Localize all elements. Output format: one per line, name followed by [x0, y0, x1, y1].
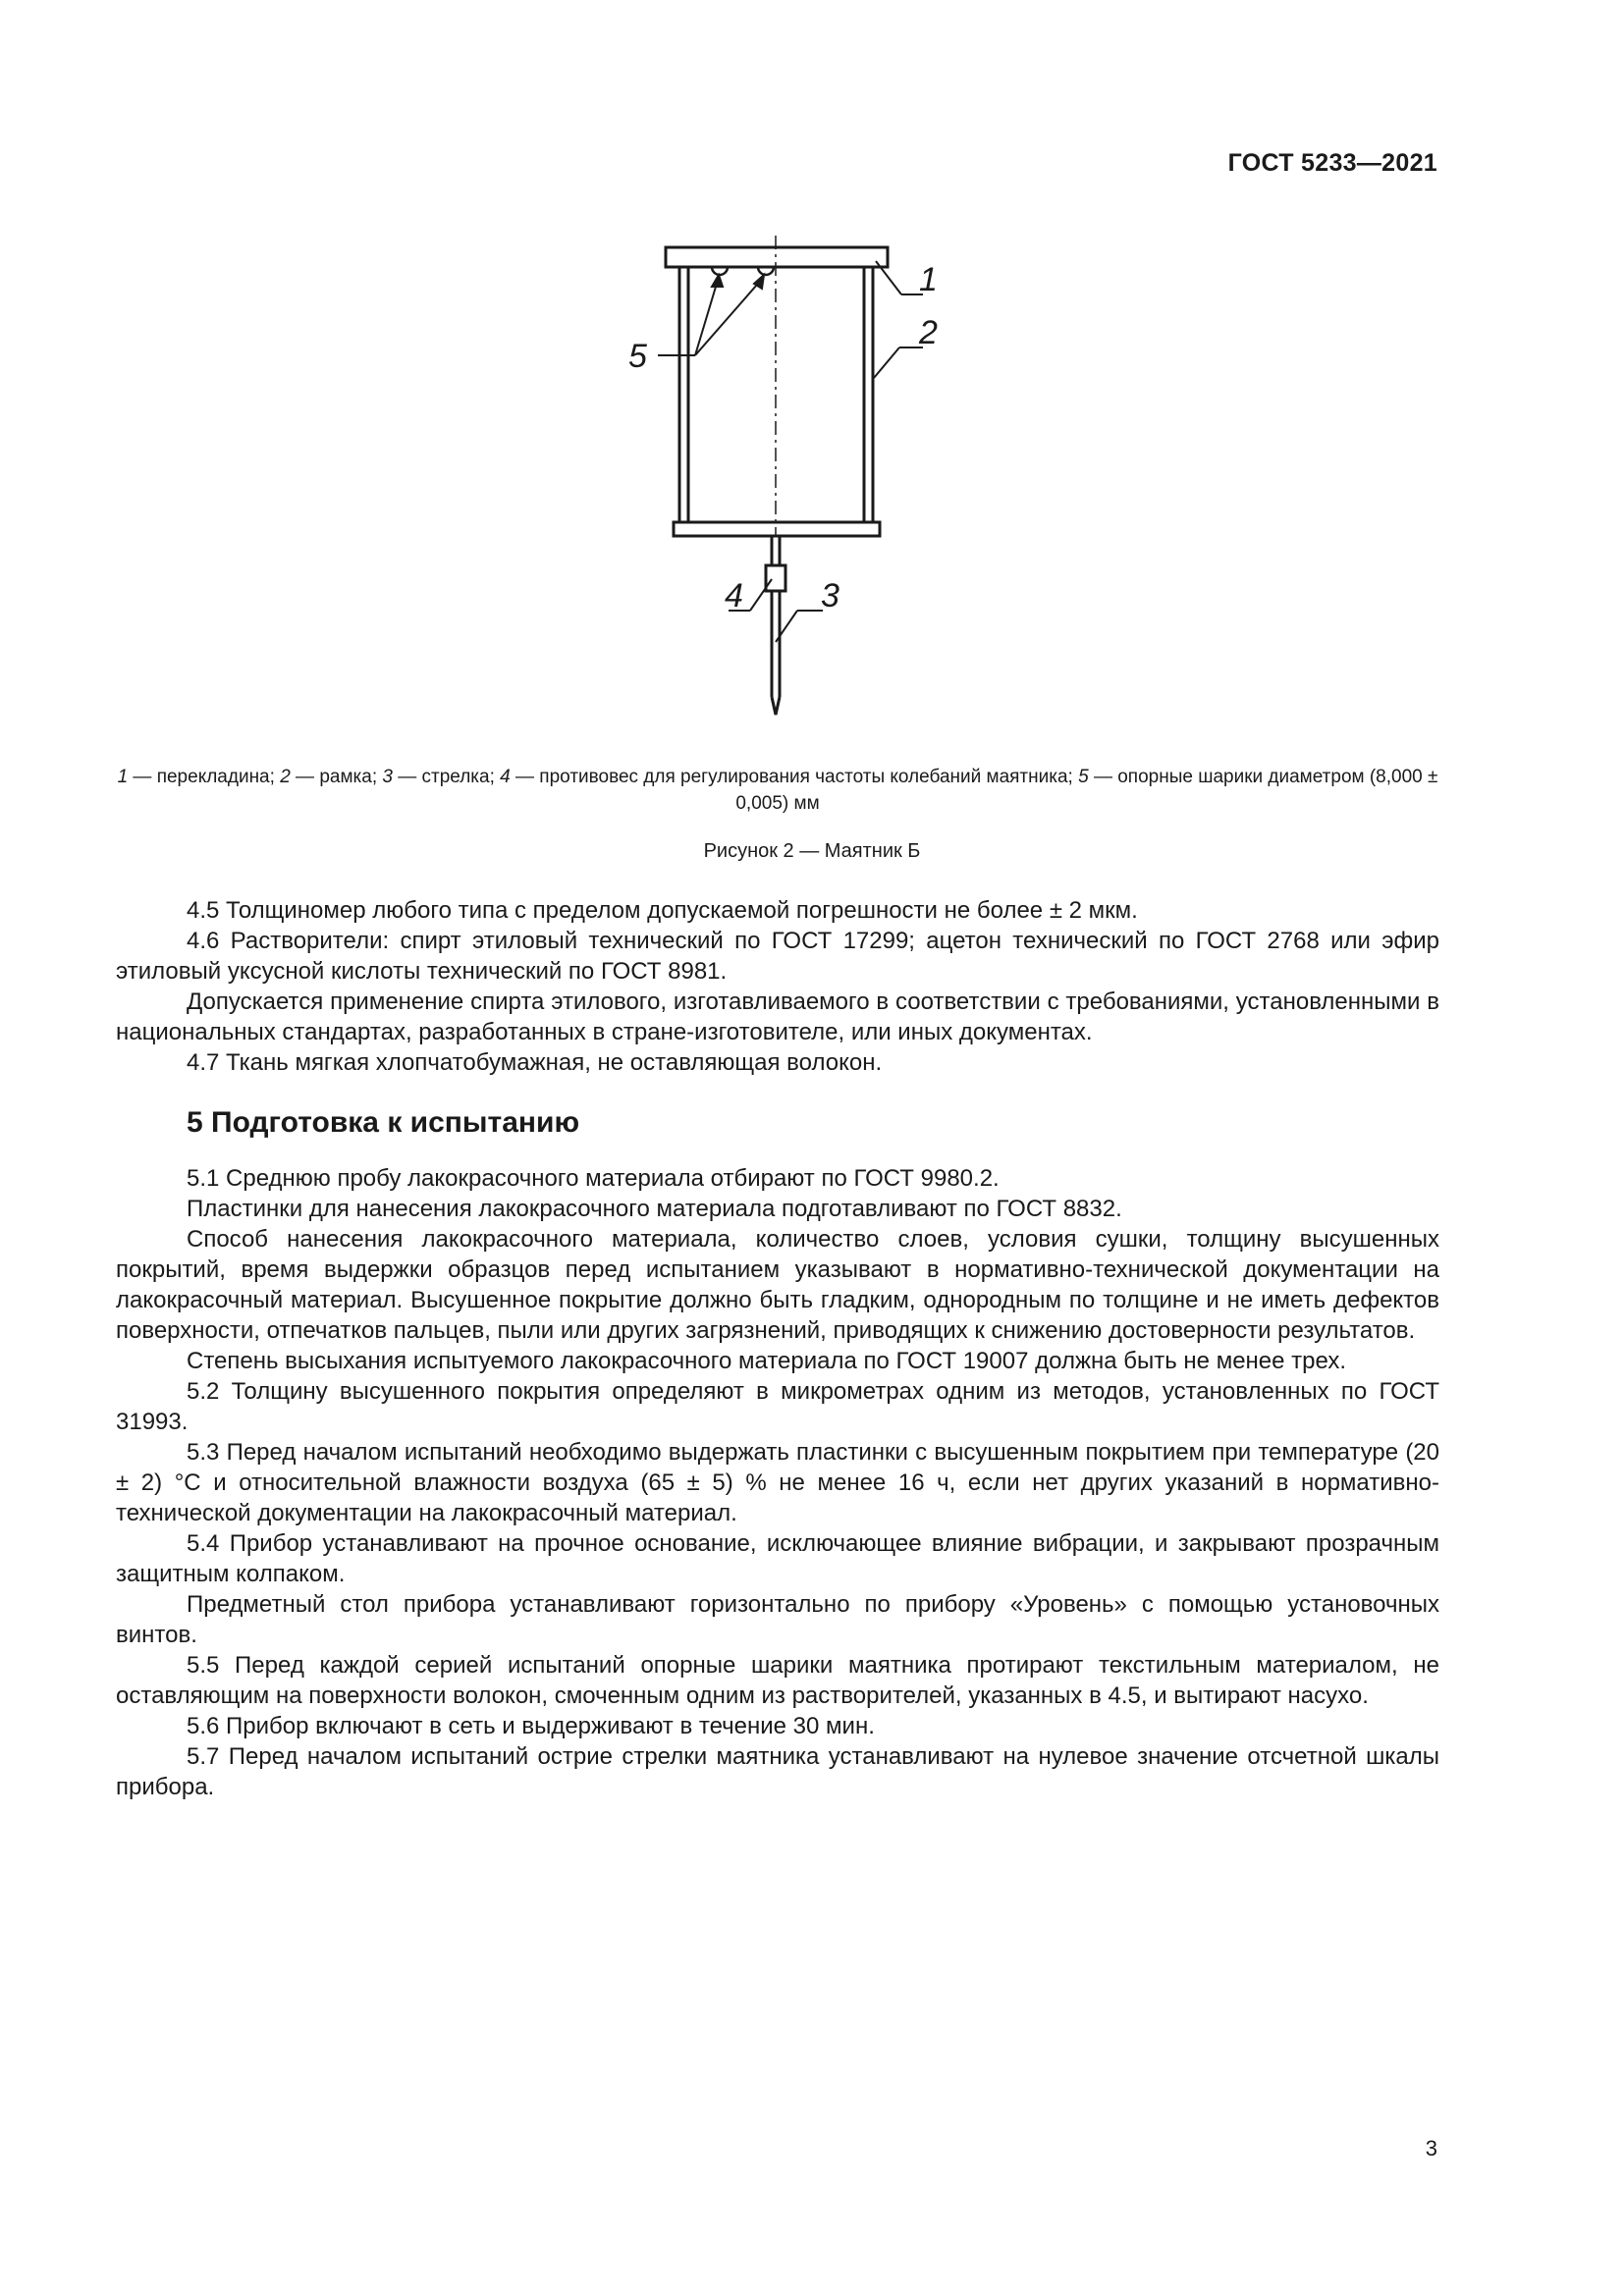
frame-bottom-shape [674, 522, 880, 536]
callout-4: 4 [725, 577, 743, 614]
callout-5: 5 [628, 338, 647, 375]
figure-title: Рисунок 2 — Маятник Б [703, 840, 921, 862]
paragraph: 4.7 Ткань мягкая хлопчатобумажная, не оставляющая волокон. [187, 1049, 883, 1076]
legend-text: — перекладина; [128, 767, 281, 787]
callout-1: 1 [919, 261, 938, 298]
paragraph: Предметный стол прибора устанавливают горизонтально по прибору «Уровень» с помощью установочных винтов. [116, 1591, 1439, 1648]
paragraph: 5.1 Среднюю пробу лакокрасочного материала отбирают по ГОСТ 9980.2. [187, 1165, 1000, 1192]
header-standard: ГОСТ 5233—2021 [1227, 149, 1437, 177]
pendulum-drawing [589, 226, 982, 736]
paragraph: Способ нанесения лакокрасочного материала, количество слоев, условия сушки, толщину высушенных покрытий, время выдержки образцов перед испытанием указывают в нормативно-технической документации на лакокрасочный материал. Высушенное покрытие должно быть гладким, однородным по толщине и не иметь дефектов поверхности, отпечатков пальцев, пыли или других загрязнений, приводящих к снижению достоверности результатов. [116, 1226, 1439, 1344]
paragraph: 4.5 Толщиномер любого типа с пределом допускаемой погрешности не более ± 2 мкм. [187, 897, 1138, 924]
legend-num: 5 [1078, 767, 1089, 787]
counterweight-shape [766, 565, 785, 591]
pendulum-figure [589, 226, 982, 736]
body-text [116, 895, 1439, 1802]
legend-num: 3 [382, 767, 393, 787]
page-number: 3 [1425, 2136, 1437, 2161]
legend-num: 4 [500, 767, 511, 787]
paragraph: 4.6 Растворители: спирт этиловый технический по ГОСТ 17299; ацетон технический по ГОСТ 2768 или эфир этиловый уксусной кислоты технический по ГОСТ 8981. [116, 928, 1439, 985]
callout-3: 3 [821, 577, 839, 614]
figure-legend [116, 764, 1439, 817]
paragraph: 5.5 Перед каждой серией испытаний опорные шарики маятника протирают текстильным материалом, не оставляющим на поверхности волокон, смоченным одним из растворителей, указанных в 4.5, и вытирают насухо. [116, 1652, 1439, 1709]
paragraph: Пластинки для нанесения лакокрасочного материала подготавливают по ГОСТ 8832. [187, 1196, 1122, 1222]
legend-text: — рамка; [290, 767, 383, 787]
paragraph: 5.7 Перед началом испытаний острие стрелки маятника устанавливают на нулевое значение отсчетной шкалы прибора. [116, 1743, 1439, 1800]
paragraph: 5.6 Прибор включают в сеть и выдерживают в течение 30 мин. [187, 1713, 875, 1739]
legend-text: — стрелка; [392, 767, 501, 787]
legend-num: 2 [280, 767, 291, 787]
callout-2: 2 [919, 314, 938, 351]
legend-text: — противовес для регулирования частоты колебаний маятника; [510, 767, 1079, 787]
paragraph: 5.3 Перед началом испытаний необходимо выдержать пластинки с высушенным покрытием при температуре (20 ± 2) °С и относительной влажности воздуха (65 ± 5) % не менее 16 ч, если нет других указаний в нормативно-технической документации на лакокрасочный материал. [116, 1439, 1439, 1526]
legend-num: 1 [117, 767, 129, 787]
paragraph: 5.4 Прибор устанавливают на прочное основание, исключающее влияние вибрации, и закрывают прозрачным защитным колпаком. [116, 1530, 1439, 1587]
section-heading: 5 Подготовка к испытанию [187, 1106, 580, 1139]
legend-text: — опорные шарики диаметром (8,000 ± 0,005) мм [735, 767, 1438, 814]
crossbar-shape [666, 247, 888, 267]
paragraph: 5.2 Толщину высушенного покрытия определяют в микрометрах одним из методов, установленных по ГОСТ 31993. [116, 1378, 1439, 1435]
paragraph: Допускается применение спирта этилового, изготавливаемого в соответствии с требованиями, установленными в национальных стандартах, разработанных в стране-изготовителе, или иных документах. [116, 988, 1439, 1045]
paragraph: Степень высыхания испытуемого лакокрасочного материала по ГОСТ 19007 должна быть не менее трех. [187, 1348, 1346, 1374]
